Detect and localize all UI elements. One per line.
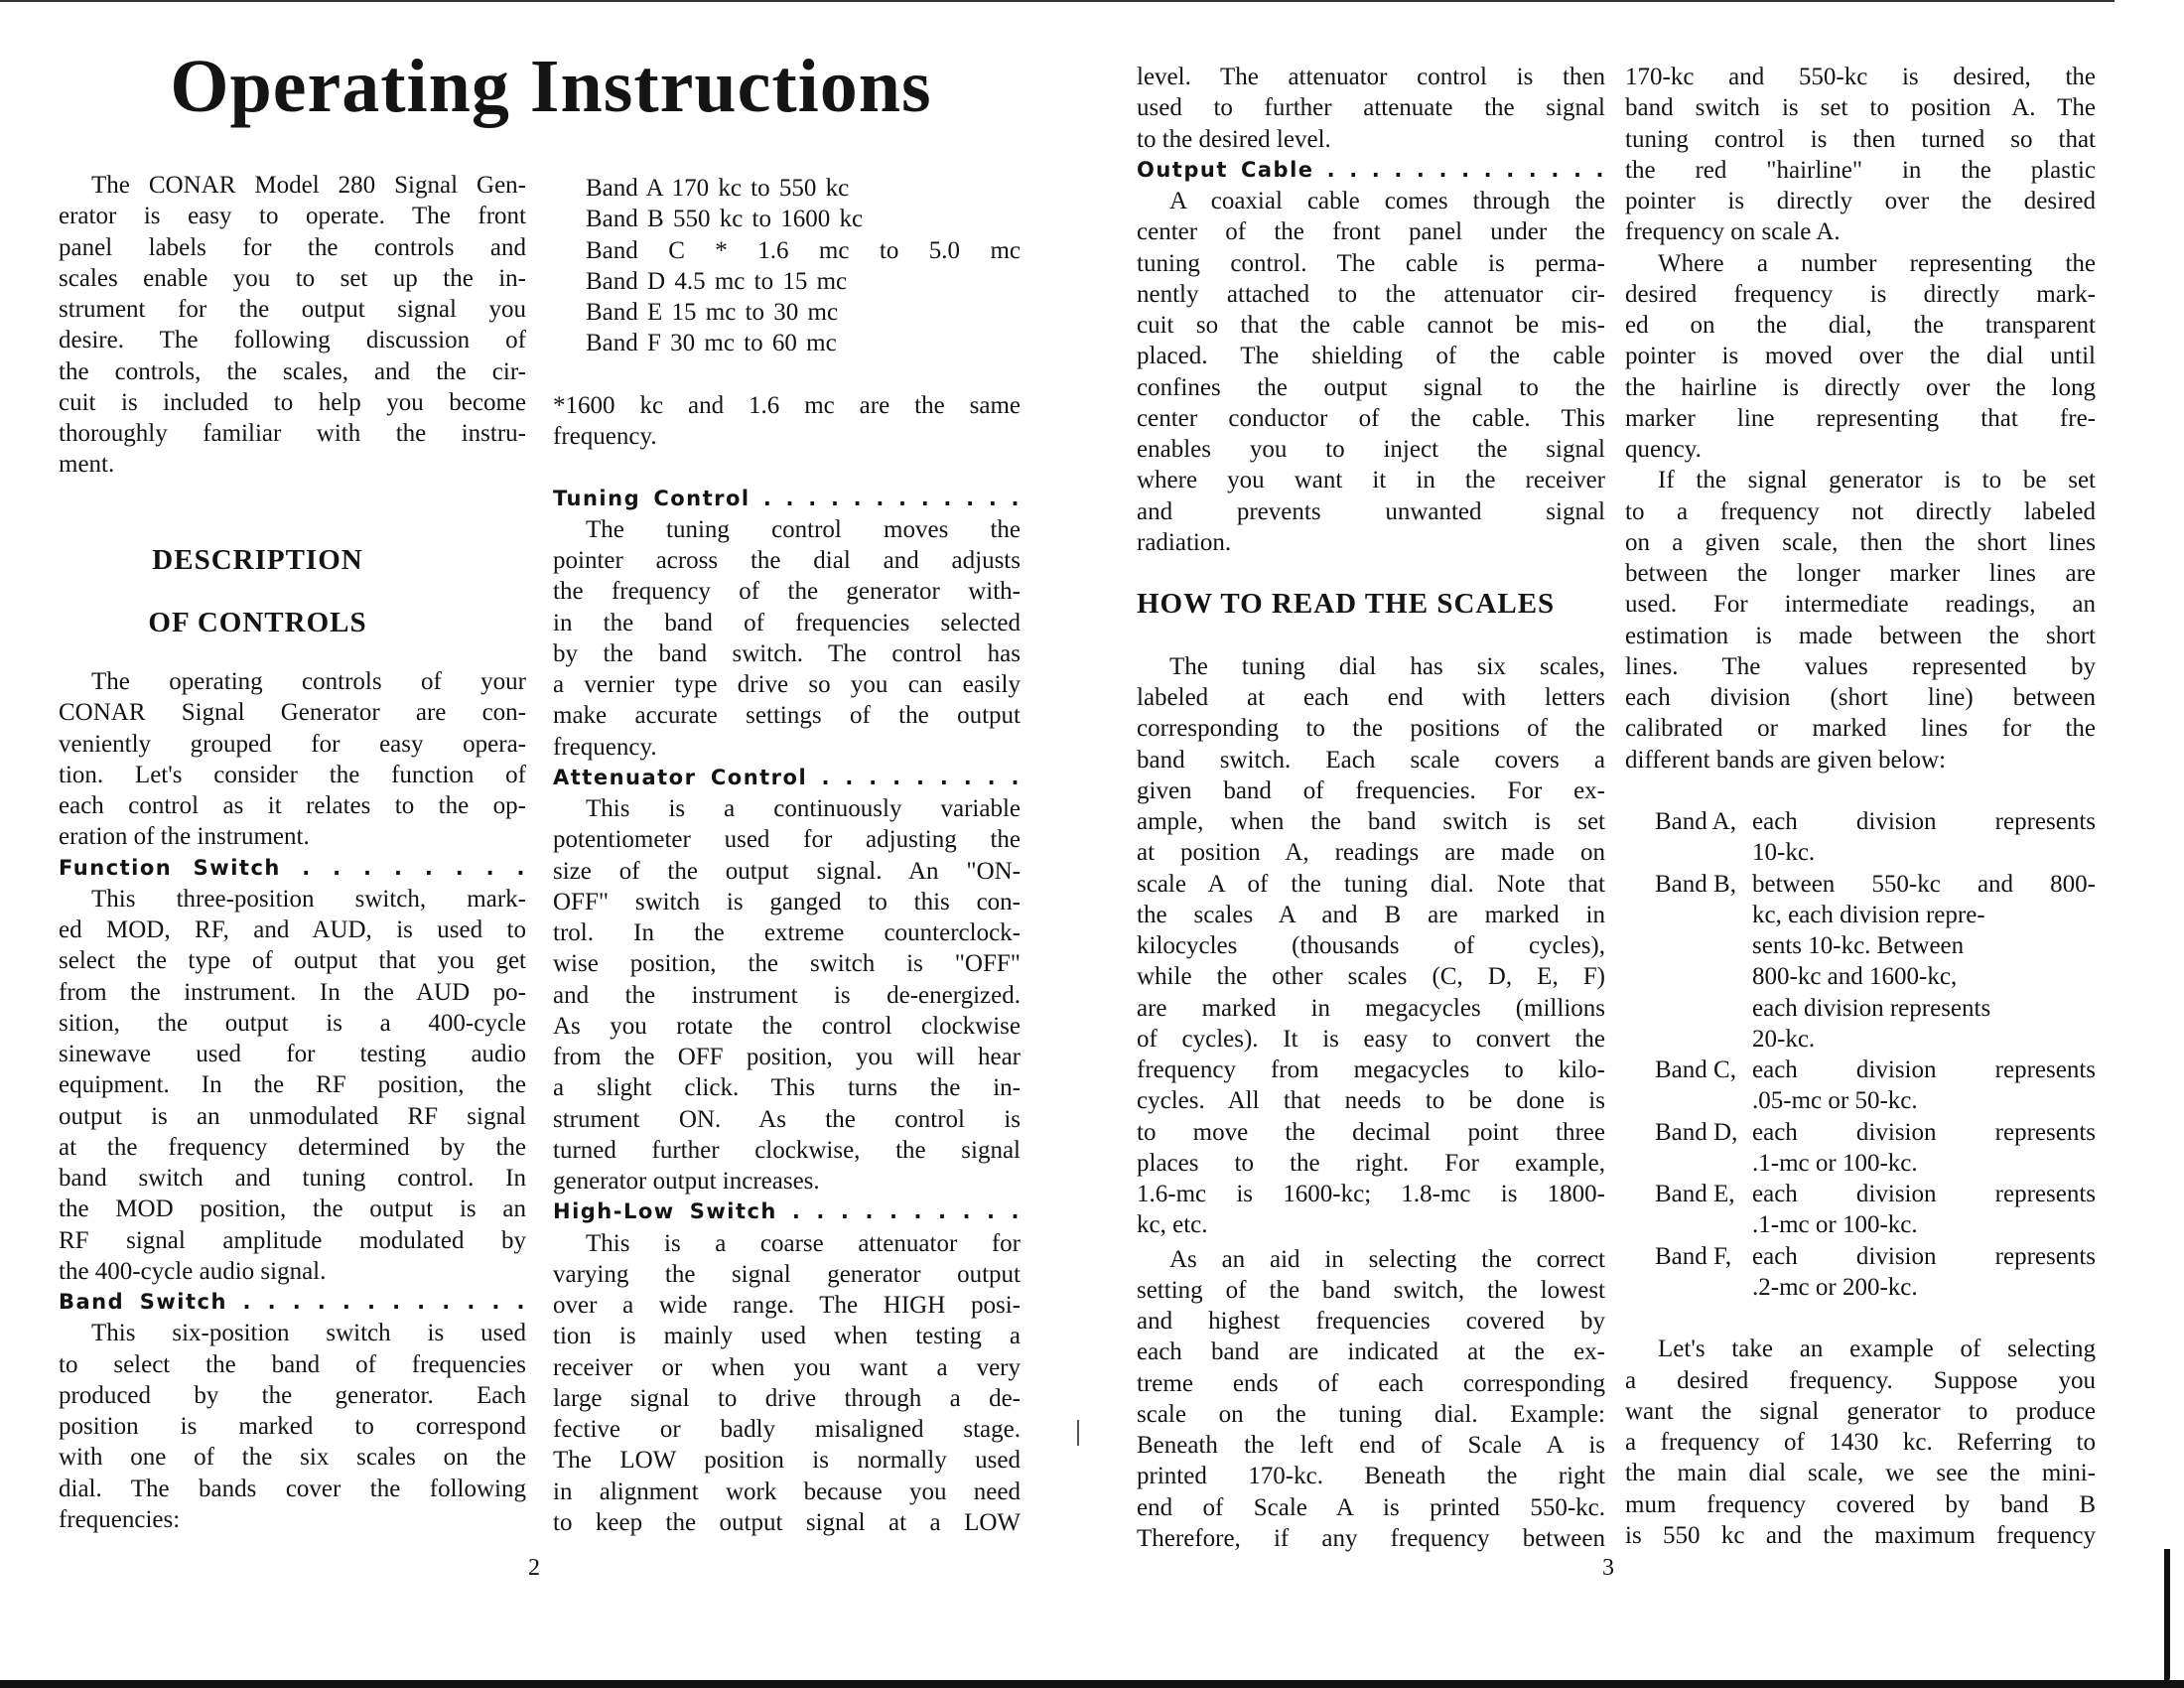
paragraph-line: each division (short line) between <box>1625 684 2096 711</box>
paragraph-line: pointer across the dial and adjusts <box>553 547 1021 574</box>
paragraph-line: receiver or when you want a very <box>553 1353 1021 1381</box>
paragraph-line: the red "hairline" in the plastic <box>1625 156 2096 184</box>
paragraph-line: This three-position switch, mark- <box>91 885 526 913</box>
paragraph-line: The tuning control moves the <box>586 515 1021 543</box>
paragraph-line: end of Scale A is printed 550-kc. <box>1137 1493 1605 1521</box>
paragraph-line: to keep the output signal at a LOW <box>553 1508 1021 1536</box>
paragraph-line: and prevents unwanted signal <box>1137 497 1605 525</box>
band-division-row <box>1625 1055 2096 1085</box>
paragraph-line: The operating controls of your <box>91 668 526 695</box>
paragraph-line: position is marked to correspond <box>59 1413 526 1440</box>
paragraph-line: labeled at each end with letters <box>1137 684 1605 711</box>
paragraph-line: enables you to inject the signal <box>1137 436 1605 463</box>
paragraph-line: veniently grouped for easy opera- <box>59 730 526 758</box>
band-division-text: each division represents <box>1752 1056 2096 1083</box>
band-division-text: 800-kc and 1600-kc, <box>1752 963 1958 991</box>
paragraph-line: center conductor of the cable. This <box>1137 404 1605 432</box>
paragraph-line: a slight click. This turns the in- <box>553 1074 1021 1102</box>
band-division-row <box>1625 1024 2096 1055</box>
section-subheading: Function Switch . . . . . . . . <box>59 855 526 880</box>
paragraph-line: given band of frequencies. For ex- <box>1137 776 1605 804</box>
band-division-text: .2-mc or 200-kc. <box>1752 1273 1918 1301</box>
paragraph-line: cuit is included to help you become <box>59 388 526 416</box>
paragraph-line: The CONAR Model 280 Signal Gen- <box>91 172 526 199</box>
band-label: Band C, <box>1655 1056 1736 1083</box>
paragraph-line: is 550 kc and the maximum frequency <box>1625 1521 2096 1549</box>
paragraph-line: lines. The values represented by <box>1625 652 2096 680</box>
paragraph-line: marker line representing that fre- <box>1625 404 2096 432</box>
paragraph-line: used. For intermediate readings, an <box>1625 591 2096 619</box>
paragraph-line: tion. Let's consider the function of <box>59 761 526 788</box>
band-division-row <box>1625 900 2096 930</box>
band-range-line: Band B 550 kc to 1600 kc <box>586 206 864 233</box>
paragraph-line: pointer is directly over the desired <box>1625 188 2096 214</box>
paragraph-line: tion is mainly used when testing a <box>553 1323 1021 1350</box>
paragraph-line: tuning control is then turned so that <box>1625 125 2096 153</box>
paragraph-line: As an aid in selecting the correct <box>1169 1245 1605 1273</box>
paragraph-line: frequency from megacycles to kilo- <box>1137 1056 1605 1083</box>
paragraph-line: kc, etc. <box>1137 1211 1208 1239</box>
band-division-text: between 550-kc and 800- <box>1752 870 2096 898</box>
gutter-mark <box>1077 1420 1079 1446</box>
paragraph-line: dial. The bands cover the following <box>59 1475 526 1502</box>
paragraph-line: output is an unmodulated RF signal <box>59 1102 526 1130</box>
paragraph-line: band switch is set to position A. The <box>1625 94 2096 122</box>
paragraph-line: ample, when the band switch is set <box>1137 808 1605 835</box>
paragraph-line: The tuning dial has six scales, <box>1169 652 1605 680</box>
page-title: Operating Instructions <box>170 45 932 128</box>
band-label: Band B, <box>1655 870 1736 898</box>
paragraph-line: scale on the tuning dial. Example: <box>1137 1400 1605 1428</box>
paragraph-line: 1.6-mc is 1600-kc; 1.8-mc is 1800- <box>1137 1181 1605 1207</box>
paragraph-line: to move the decimal point three <box>1137 1118 1605 1146</box>
paragraph-line: pointer is moved over the dial until <box>1625 343 2096 370</box>
paragraph-line: sinewave used for testing audio <box>59 1041 526 1067</box>
paragraph-line: Let's take an example of selecting <box>1658 1336 2096 1363</box>
paragraph-line: panel labels for the controls and <box>59 233 526 261</box>
section-heading: HOW TO READ THE SCALES <box>1137 588 1556 621</box>
paragraph-line: places to the right. For example, <box>1137 1149 1605 1177</box>
paragraph-line: over a wide range. The HIGH posi- <box>553 1292 1021 1319</box>
band-division-text: each division represents <box>1752 808 2096 835</box>
paragraph-line: Where a number representing the <box>1658 249 2096 277</box>
paragraph-line: of cycles). It is easy to convert the <box>1137 1025 1605 1053</box>
band-division-row <box>1625 837 2096 868</box>
section-subheading: High-Low Switch . . . . . . . . . . <box>553 1199 1021 1224</box>
band-division-row <box>1625 1209 2096 1240</box>
band-range-line: Band A 170 kc to 550 kc <box>586 175 850 202</box>
paragraph-line: to the desired level. <box>1137 125 1331 153</box>
paragraph-line: large signal to drive through a de- <box>553 1384 1021 1412</box>
paragraph-line: kilocycles (thousands of cycles), <box>1137 932 1605 959</box>
paragraph-line: As you rotate the control clockwise <box>553 1012 1021 1040</box>
paragraph-line: calibrated or marked lines for the <box>1625 715 2096 743</box>
paragraph-line: in alignment work because you need <box>553 1477 1021 1505</box>
paragraph-line: sition, the output is a 400-cycle <box>59 1009 526 1037</box>
paragraph-line: select the type of output that you get <box>59 947 526 975</box>
band-division-row <box>1625 930 2096 961</box>
band-division-text: each division represents <box>1752 1118 2096 1146</box>
paragraph-line: confines the output signal to the <box>1137 373 1605 401</box>
paragraph-line: A coaxial cable comes through the <box>1169 188 1605 214</box>
page-edge-curl <box>2164 1549 2170 1683</box>
paragraph-line: ed MOD, RF, and AUD, is used to <box>59 916 526 943</box>
band-division-text: sents 10-kc. Between <box>1752 932 1965 959</box>
paragraph-line: scale A of the tuning dial. Note that <box>1137 870 1605 898</box>
paragraph-line: potentiometer used for adjusting the <box>553 826 1021 854</box>
paragraph-line: corresponding to the positions of the <box>1137 715 1605 743</box>
paragraph-line: If the signal generator is to be set <box>1658 467 2096 494</box>
paragraph-line: where you want it in the receiver <box>1137 467 1605 494</box>
section-subheading: Tuning Control . . . . . . . . . . . . <box>553 486 1021 510</box>
band-range-line: Band D 4.5 mc to 15 mc <box>586 267 848 295</box>
paragraph-line: setting of the band switch, the lowest <box>1137 1276 1605 1304</box>
band-division-row <box>1625 1085 2096 1116</box>
paragraph-line: placed. The shielding of the cable <box>1137 343 1605 370</box>
paragraph-line: band switch and tuning control. In <box>59 1165 526 1192</box>
column-3 <box>1137 62 1605 1551</box>
paragraph-line: desired frequency is directly mark- <box>1625 280 2096 308</box>
paragraph-line: size of the output signal. An "ON- <box>553 857 1021 885</box>
band-division-row <box>1625 806 2096 837</box>
paragraph-line: the 400-cycle audio signal. <box>59 1257 327 1285</box>
paragraph-line: by the band switch. The control has <box>553 639 1021 667</box>
paragraph-line: a frequency of 1430 kc. Referring to <box>1625 1429 2096 1456</box>
band-label: Band D, <box>1655 1118 1738 1146</box>
paragraph-line: make accurate settings of the output <box>553 702 1021 730</box>
paragraph-line: from the OFF position, you will hear <box>553 1044 1021 1070</box>
page-bottom-edge <box>0 1680 2184 1688</box>
band-division-text: .1-mc or 100-kc. <box>1752 1211 1918 1239</box>
paragraph-line: from the instrument. In the AUD po- <box>59 978 526 1006</box>
paragraph-line: level. The attenuator control is then <box>1137 64 1605 90</box>
paragraph-line: estimation is made between the short <box>1625 622 2096 649</box>
paragraph-line: to a frequency not directly labeled <box>1625 497 2096 525</box>
paragraph-line: ment. <box>59 451 115 479</box>
paragraph-line: while the other scales (C, D, E, F) <box>1137 963 1605 991</box>
paragraph-line: desire. The following discussion of <box>59 327 526 354</box>
paragraph-line: printed 170-kc. Beneath the right <box>1137 1463 1605 1490</box>
paragraph-line: turned further clockwise, the signal <box>553 1136 1021 1164</box>
paragraph-line: are marked in megacycles (millions <box>1137 994 1605 1022</box>
paragraph-line: a desired frequency. Suppose you <box>1625 1366 2096 1394</box>
paragraph-line: with one of the six scales on the <box>59 1444 526 1472</box>
paragraph-line: ed on the dial, the transparent <box>1625 312 2096 339</box>
paragraph-line: radiation. <box>1137 528 1232 556</box>
paragraph-line: between the longer marker lines are <box>1625 560 2096 587</box>
band-division-text: .05-mc or 50-kc. <box>1752 1087 1918 1115</box>
paragraph-line: the controls, the scales, and the cir- <box>59 357 526 385</box>
section-subheading: Output Cable . . . . . . . . . . . . . <box>1137 157 1605 182</box>
paragraph-line: want the signal generator to produce <box>1625 1397 2096 1425</box>
band-division-text: each division represents <box>1752 1181 2096 1207</box>
band-label: Band F, <box>1655 1242 1732 1270</box>
band-division-row <box>1625 1117 2096 1148</box>
band-label: Band A, <box>1655 808 1736 835</box>
column-4 <box>1625 62 2096 1551</box>
band-division-text: 20-kc. <box>1752 1025 1816 1053</box>
band-division-row <box>1625 961 2096 992</box>
paragraph-line: OFF" switch is ganged to this con- <box>553 888 1021 915</box>
paragraph-line: the main dial scale, we see the mini- <box>1625 1460 2096 1487</box>
paragraph-line: frequency on scale A. <box>1625 218 1841 246</box>
paragraph-line: different bands are given below: <box>1625 746 1947 774</box>
section-subheading: Attenuator Control . . . . . . . . . <box>553 765 1021 789</box>
paragraph-line: This is a coarse attenuator for <box>586 1229 1021 1257</box>
paragraph-line: nently attached to the attenuator cir- <box>1137 280 1605 308</box>
section-subheading: Band Switch . . . . . . . . . . . . <box>59 1290 526 1314</box>
paragraph-line: varying the signal generator output <box>553 1260 1021 1288</box>
paragraph-line: scales enable you to set up the in- <box>59 264 526 292</box>
paragraph-line: frequencies: <box>59 1505 181 1533</box>
paragraph-line: strument for the output signal you <box>59 296 526 323</box>
paragraph-line: generator output increases. <box>553 1168 820 1195</box>
paragraph-line: quency. <box>1625 436 1702 463</box>
column-1 <box>59 170 526 1560</box>
band-division-row <box>1625 1179 2096 1209</box>
paragraph-line: equipment. In the RF position, the <box>59 1071 526 1099</box>
paragraph-line: This is a continuously variable <box>586 795 1021 822</box>
paragraph-line: RF signal amplitude modulated by <box>59 1226 526 1254</box>
band-division-text: each division represents <box>1752 1242 2096 1270</box>
band-range-line: Band F 30 mc to 60 mc <box>586 330 837 357</box>
paragraph-line: CONAR Signal Generator are con- <box>59 699 526 727</box>
band-division-row <box>1625 1272 2096 1303</box>
band-range-line: Band E 15 mc to 30 mc <box>586 299 839 326</box>
paragraph-line: treme ends of each corresponding <box>1137 1369 1605 1397</box>
band-label: Band E, <box>1655 1181 1735 1207</box>
paragraph-line: mum frequency covered by band B <box>1625 1490 2096 1518</box>
paragraph-line: center of the front panel under the <box>1137 218 1605 246</box>
band-division-text: 10-kc. <box>1752 839 1816 867</box>
paragraph-line: thoroughly familiar with the instru- <box>59 420 526 447</box>
paragraph-line: *1600 kc and 1.6 mc are the same <box>553 391 1021 419</box>
column-2 <box>553 173 1021 1563</box>
paragraph-line: to select the band of frequencies <box>59 1350 526 1378</box>
band-range-line: Band C * 1.6 mc to 5.0 mc <box>586 236 1021 264</box>
paragraph-line: each control as it relates to the op- <box>59 792 526 819</box>
paragraph-line: cycles. All that needs to be done is <box>1137 1087 1605 1115</box>
paragraph-line: tuning control. The cable is perma- <box>1137 249 1605 277</box>
paragraph-line: and highest frequencies covered by <box>1137 1308 1605 1336</box>
band-division-row <box>1625 1241 2096 1272</box>
paragraph-line: erator is easy to operate. The front <box>59 203 526 230</box>
paragraph-line: fective or badly misaligned stage. <box>553 1416 1021 1443</box>
paragraph-line: at position A, readings are made on <box>1137 839 1605 867</box>
paragraph-line: in the band of frequencies selected <box>553 609 1021 636</box>
paragraph-line: The LOW position is normally used <box>553 1447 1021 1475</box>
paragraph-line: eration of the instrument. <box>59 823 310 851</box>
paragraph-line: 170-kc and 550-kc is desired, the <box>1625 64 2096 90</box>
band-division-text: kc, each division repre- <box>1752 901 1985 928</box>
paragraph-line: the frequency of the generator with- <box>553 578 1021 606</box>
paragraph-line: the MOD position, the output is an <box>59 1196 526 1223</box>
section-heading: OF CONTROLS <box>148 606 367 638</box>
band-division-text: each division represents <box>1752 994 1991 1022</box>
paragraph-line: trol. In the extreme counterclock- <box>553 919 1021 946</box>
paragraph-line: Beneath the left end of Scale A is <box>1137 1432 1605 1460</box>
paragraph-line: each band are indicated at the ex- <box>1137 1338 1605 1366</box>
paragraph-line: at the frequency determined by the <box>59 1133 526 1161</box>
paragraph-line: used to further attenuate the signal <box>1137 94 1605 122</box>
paragraph-line: a vernier type drive so you can easily <box>553 671 1021 698</box>
paragraph-line: the hairline is directly over the long <box>1625 373 2096 401</box>
paragraph-line: frequency. <box>553 423 657 450</box>
page-number-left: 2 <box>528 1555 540 1581</box>
band-division-row <box>1625 993 2096 1024</box>
paragraph-line: wise position, the switch is "OFF" <box>553 950 1021 978</box>
paragraph-line: frequency. <box>553 733 657 761</box>
page-number-right: 3 <box>1602 1555 1614 1581</box>
band-division-row <box>1625 1148 2096 1179</box>
page-top-edge <box>0 0 2115 2</box>
section-heading: DESCRIPTION <box>152 544 363 577</box>
paragraph-line: produced by the generator. Each <box>59 1381 526 1409</box>
paragraph-line: Therefore, if any frequency between <box>1137 1524 1605 1552</box>
paragraph-line: on a given scale, then the short lines <box>1625 528 2096 556</box>
band-division-text: .1-mc or 100-kc. <box>1752 1149 1918 1177</box>
paragraph-line: strument ON. As the control is <box>553 1105 1021 1133</box>
paragraph-line: cuit so that the cable cannot be mis- <box>1137 312 1605 339</box>
paragraph-line: and the instrument is de-energized. <box>553 981 1021 1009</box>
paragraph-line: band switch. Each scale covers a <box>1137 746 1605 774</box>
band-division-row <box>1625 869 2096 900</box>
paragraph-line: the scales A and B are marked in <box>1137 901 1605 928</box>
paragraph-line: This six-position switch is used <box>91 1320 526 1347</box>
